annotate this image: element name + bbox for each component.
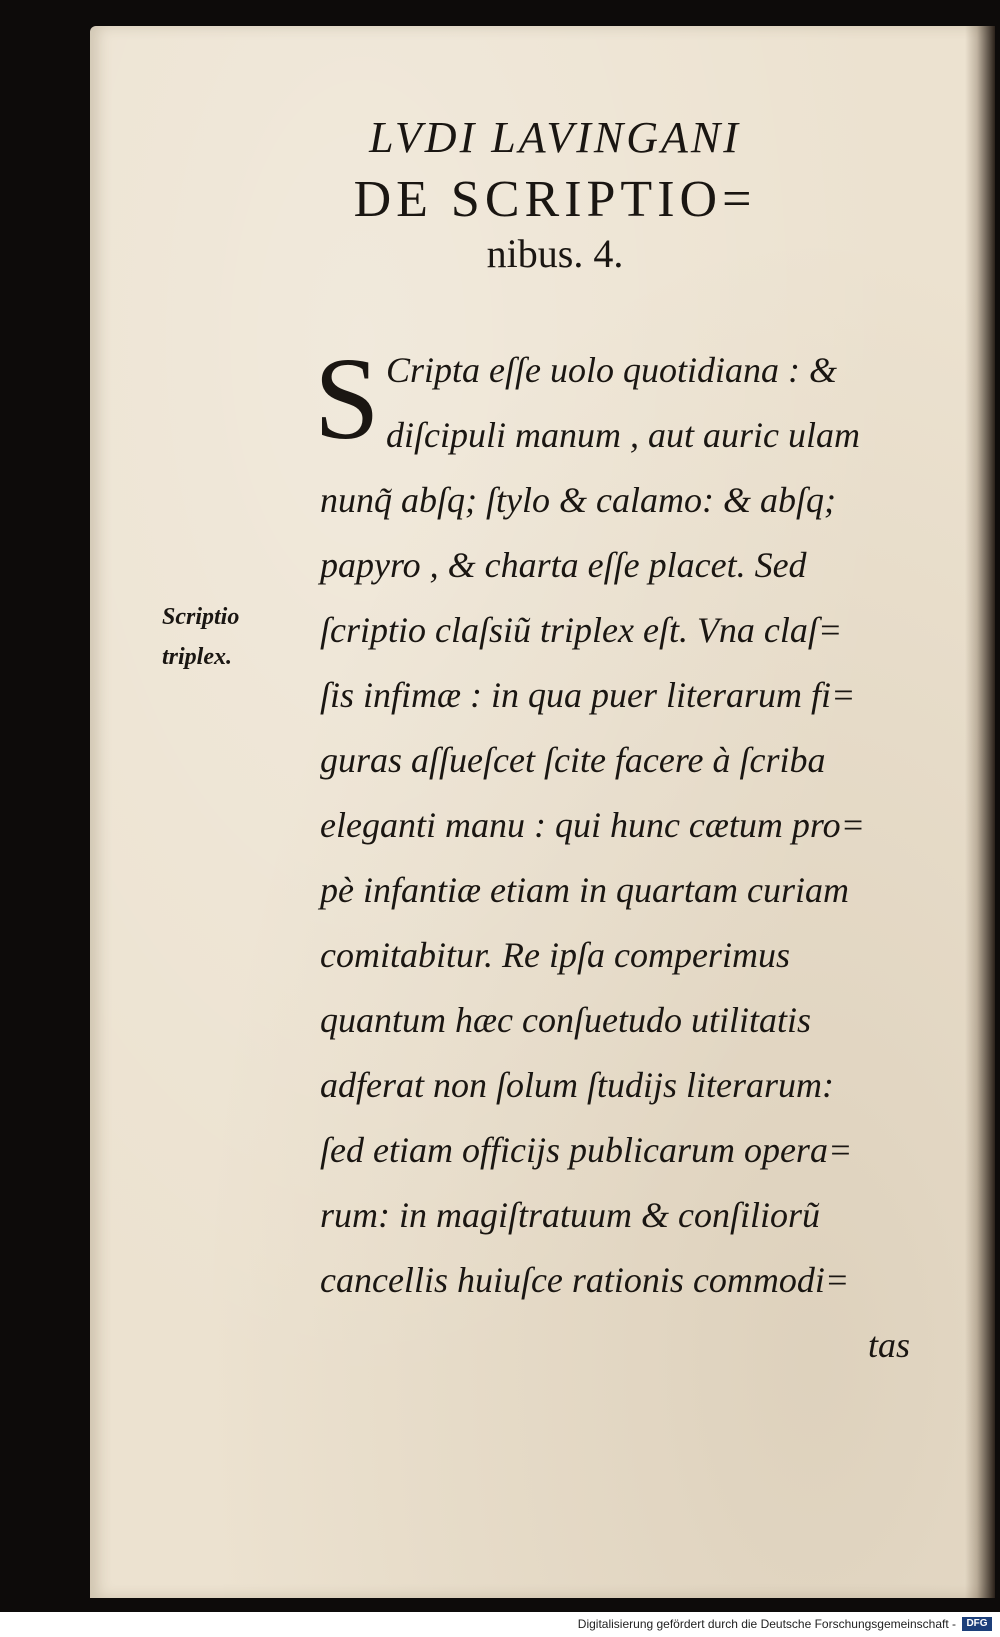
text-line-15: cancellis huiuſce rationis commodi= <box>320 1260 850 1300</box>
text-line-13: ſed etiam officijs publicarum opera= <box>320 1130 853 1170</box>
text-line-8: eleganti manu : qui hunc cætum pro= <box>320 805 865 845</box>
catchword: tas <box>867 1325 910 1365</box>
text-line-1-content: Cripta eſſe uolo quotidiana : & <box>386 350 837 390</box>
text-line-2: diſcipuli manum , aut auric ulam <box>386 415 860 455</box>
text-line-14: rum: in magiſtratuum & conſiliorũ <box>320 1195 821 1235</box>
dfg-logo-icon: DFG <box>962 1617 992 1631</box>
drop-cap: S <box>314 333 380 464</box>
section-title-continued: nibus. 4. <box>486 231 624 276</box>
funding-notice: Digitalisierung gefördert durch die Deutsche Forschungsgemeinschaft - <box>577 1617 956 1631</box>
text-line-9: pè infantiæ etiam in quartam curiam <box>320 870 849 910</box>
text-line-12: adferat non ſolum ſtudijs literarum: <box>320 1065 835 1105</box>
body-text <box>314 333 920 1378</box>
text-line-10: comitabitur. Re ipſa comperimus <box>320 935 790 975</box>
text-line-6: ſis infimæ : in qua puer literarum fi= <box>320 675 856 715</box>
marginal-note <box>162 597 282 677</box>
marginal-note-line-1: Scriptio <box>162 604 240 630</box>
footer-bar <box>0 1612 1000 1637</box>
text-line-7: guras aſſueſcet ſcite facere à ſcriba <box>320 740 826 780</box>
text-line-4: papyro , & charta eſſe placet. Sed <box>320 545 807 585</box>
page-edge <box>965 26 995 1598</box>
text-line-3: nunq̃ abſq; ſtylo & calamo: & abſq; <box>320 480 836 520</box>
text-line-5: ſcriptio claſsiũ triplex eſt. Vna claſ= <box>320 610 843 650</box>
text-line-11: quantum hæc conſuetudo utilitatis <box>320 1000 811 1040</box>
section-title: DE SCRIPTIO= <box>353 171 757 228</box>
marginal-note-line-2: triplex. <box>162 644 232 670</box>
running-title: LVDI LAVINGANI <box>369 113 741 162</box>
